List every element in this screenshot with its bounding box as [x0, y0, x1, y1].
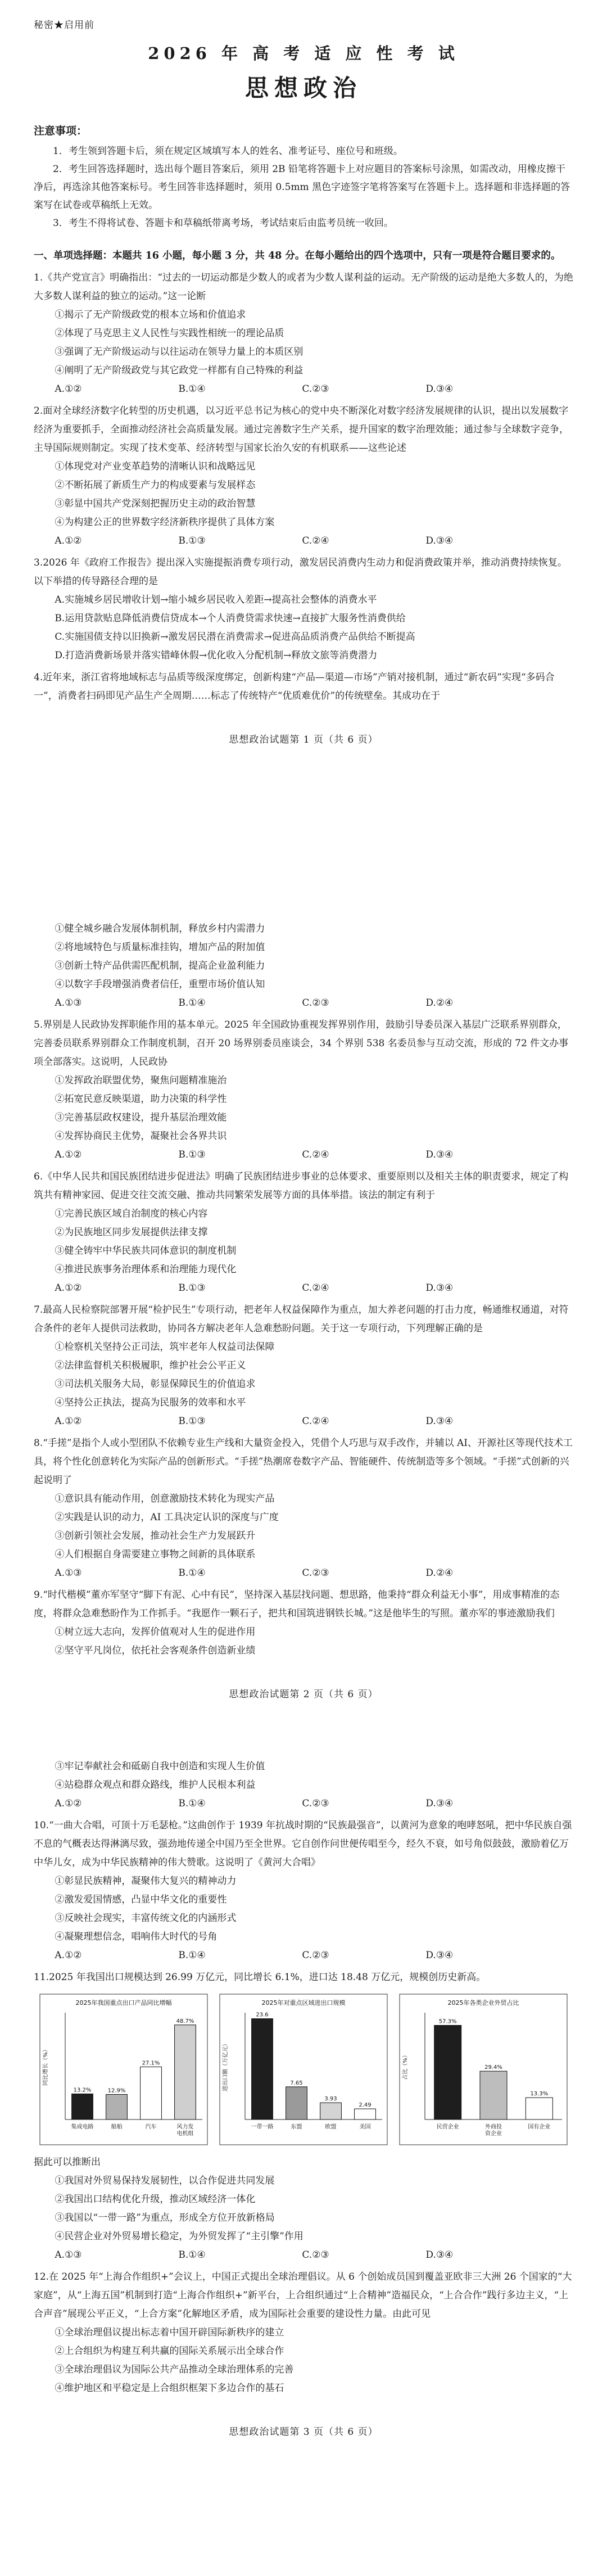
answer-choice[interactable]: D.③④ — [425, 2249, 454, 2261]
option-item: ②我国出口结构优化升级，推动区域经济一体化 — [55, 2194, 256, 2205]
page-footer: 思想政治试题第 2 页（共 6 页） — [229, 1689, 378, 1700]
y-axis-label: 占比（%） — [402, 2052, 409, 2080]
notes-title: 注意事项： — [34, 125, 88, 137]
answer-choice[interactable]: B.①④ — [178, 1798, 206, 1809]
answer-choice[interactable]: B.①③ — [178, 535, 206, 546]
option-item: ①我国对外贸易保持发展韧性，以合作促进共同发展 — [55, 2175, 275, 2186]
option-item: ①树立远大志向，发挥价值观对人生的促进作用 — [55, 1626, 256, 1638]
data-label: 3.93 — [324, 2096, 337, 2103]
section-title: 一、单项选择题：本题共 16 小题，每小题 3 分，共 48 分。在每小题给出的四个选项中，只有一项是符合题目要求的。 — [34, 250, 561, 261]
data-label: 48.7% — [176, 2018, 194, 2024]
option-item: ③反映社会现实，丰富传统文化的内涵形式 — [55, 1913, 237, 1924]
answer-choice[interactable]: D.③④ — [425, 535, 454, 546]
question-12 — [34, 2268, 573, 2398]
option-item: ④坚持公正执法，提高为民服务的效率和水平 — [55, 1397, 246, 1408]
x-tick-line: 外商投 — [485, 2124, 502, 2130]
bar-chart-enterprise-share — [399, 1994, 568, 2145]
x-tick-line: 电机组 — [176, 2131, 194, 2137]
bar — [141, 2067, 162, 2119]
bar-chart-export-growth — [39, 1994, 208, 2145]
note-item: 1．考生领到答题卡后，须在规定区域填写本人的姓名、准考证号、座位号和班级。 — [53, 146, 403, 157]
answer-choice[interactable]: A.①② — [55, 383, 82, 395]
chart-title: 2025年我国重点出口产品同比增幅 — [75, 1999, 172, 2006]
chart-region-trade — [219, 1994, 388, 2145]
answer-choice[interactable]: C.②③ — [302, 1950, 329, 1961]
question-stem: 6.《中华人民共和国民族团结进步促进法》明确了民族团结进步事业的总体要求、重要原则以及相关主体的职责要求，规定了构筑共有精神家园、促进交往交流交融、推动共同繁荣发展等方面的具体举措。该法的制定有利于 — [34, 1171, 569, 1201]
option-item: ②上合组织为构建互利共赢的国际关系展示出全球合作 — [55, 2345, 284, 2357]
answer-choices — [34, 1946, 573, 1965]
answer-choice[interactable]: D.③④ — [425, 1282, 454, 1294]
bar — [526, 2098, 552, 2119]
answer-choice[interactable]: D.③④ — [425, 1950, 454, 1961]
answer-choice[interactable]: B.①④ — [178, 383, 206, 395]
option-item: ③我国以“一带一路”为重点，形成全方位开放新格局 — [55, 2212, 275, 2224]
x-tick-line: 资企业 — [485, 2131, 502, 2137]
answer-choice[interactable]: C.②③ — [302, 2249, 329, 2261]
answer-choices — [34, 1795, 573, 1813]
answer-choice[interactable]: A.①③ — [55, 2249, 82, 2261]
question-9-cont — [34, 1757, 573, 1813]
bar — [106, 2094, 128, 2119]
option-item: ③全球治理倡议为国际公共产品推动全球治理体系的完善 — [55, 2364, 294, 2375]
option-item: ④推进民族事务治理体系和治理能力现代化 — [55, 1264, 237, 1275]
answer-choices — [34, 2246, 573, 2265]
answer-choice[interactable]: A.①③ — [55, 997, 82, 1009]
answer-choice[interactable]: D.②④ — [425, 1567, 454, 1579]
option-item: ②法律监督机关积极履职，维护社会公平正义 — [55, 1360, 246, 1371]
note-item: 2．考生回答选择题时，选出每个题目答案后，须用 2B 铅笔将答题卡上对应题目的答案标号涂黑，如需改动，用橡皮擦干净后，再选涂其他答案标号。考生回答非选择题时，须用 0.5mm 黑色字迹签字笔将答案写在答题卡上。选择题和非选择题的答案写在试卷或草稿纸上无效。 — [34, 164, 570, 211]
option-item: ①体现党对产业变革趋势的清晰认识和战略远见 — [55, 461, 256, 472]
answer-choice[interactable]: C.②④ — [302, 1282, 329, 1294]
question-stem: 12.在 2025 年“上海合作组织+”会议上，中国正式提出全球治理倡议。从 6 个创始成员国到覆盖亚欧非三大洲 26 个国家的“大家庭”，从“上海五国”机制到打造“上海合作组织+”新平台，上合组织通过“上合精神”造福民众，“上合合作”践行多边主义，“上合声音”展现公平正义，“上合方案”化解地区矛盾，成为国际社会重要的建设性力量。由此可见 — [34, 2271, 572, 2320]
option-item: ④维护地区和平稳定是上合组织框架下多边合作的基石 — [55, 2383, 284, 2394]
question-6 — [34, 1168, 573, 1298]
option-item[interactable]: C.实施国债支持以旧换新→激发居民潜在消费需求→促进高品质消费产品供给不断提高 — [55, 631, 415, 643]
option-item: ③创新土特产品供需匹配机制，提高企业盈利能力 — [55, 960, 265, 971]
note-item: 3．考生不得将试卷、答题卡和草稿纸带离考场，考试结束后由监考员统一收回。 — [53, 218, 393, 229]
option-item: ④人们根据自身需要建立事物之间新的具体联系 — [55, 1549, 256, 1560]
option-item: ④为构建公正的世界数字经济新秩序提供了具体方案 — [55, 517, 275, 528]
option-item: ①发挥政治联盟优势，聚焦问题精准施治 — [55, 1075, 227, 1086]
x-tick-line: 风力发 — [176, 2124, 194, 2130]
option-item: ②实践是认识的动力，AI 工具决定认识的深度与广度 — [55, 1512, 279, 1523]
x-tick-label: 集成电路 — [71, 2124, 94, 2130]
x-tick-label: 东盟 — [291, 2124, 302, 2130]
question-stem: 8.“手搓”是指个人或小型团队不依赖专业生产线和大量资金投入，凭借个人巧思与双手改作，并辅以 AI、开源社区等现代技术工具，将个性化创意转化为实际产品的创新形式。“手搓”热潮席卷数字产品、智能硬件、传统制造等多个领域。“手搓”式创新的兴起说明了 — [34, 1438, 573, 1486]
answer-choice[interactable]: D.③④ — [425, 1798, 454, 1809]
data-label: 12.9% — [107, 2087, 126, 2094]
question-4 — [34, 668, 573, 706]
bar — [72, 2094, 93, 2119]
x-tick-label: 一带一路 — [251, 2124, 274, 2130]
answer-choice[interactable]: A.①② — [55, 1950, 82, 1961]
answer-choice[interactable]: A.①② — [55, 1282, 82, 1294]
question-stem: 7.最高人民检察院部署开展“检护民生”专项行动，把老年人权益保障作为重点，加大养老问题的打击力度，畅通维权通道，对符合条件的老年人提供司法救助，协同各方解决老年人急难愁盼问题。关于这一专项行动，下列理解正确的是 — [34, 1304, 569, 1334]
x-tick-label: 欧盟 — [325, 2124, 337, 2130]
answer-choices — [34, 994, 573, 1013]
bar — [175, 2025, 196, 2119]
option-item: ②不断拓展了新质生产力的构成要素与发展样态 — [55, 480, 256, 491]
answer-choice[interactable]: B.①③ — [178, 1149, 206, 1160]
question-stem: 4.近年来，浙江省将地域标志与品质等级深度绑定，创新构建“产品—渠道—市场”产销对接机制，通过“新农码”实现“多码合一”，消费者扫码即见产品生产全周期……标志了传统特产“优质难优价”的传统壁垒。其成功在于 — [34, 672, 555, 702]
answer-choices — [34, 1146, 573, 1164]
option-item[interactable]: B.运用贷款贴息降低消费信贷成本→个人消费贷需求快速→直接扩大服务性消费供给 — [55, 613, 406, 624]
charts-row — [39, 1994, 568, 2145]
data-label: 27.1% — [142, 2060, 160, 2067]
y-axis-label: 同比增长（%） — [43, 2046, 49, 2086]
x-tick-label — [177, 2123, 194, 2137]
question-2 — [34, 402, 573, 550]
option-item: ③创新引领社会发展，推动社会生产力发展跃升 — [55, 1530, 256, 1542]
subject-title: 思想政治 — [244, 74, 362, 102]
answer-choice[interactable]: C.②③ — [302, 383, 329, 395]
answer-choice[interactable]: C.②③ — [302, 997, 329, 1009]
option-item: ①彰显民族精神，凝聚伟大复兴的精神动力 — [55, 1875, 237, 1887]
question-stem: 2.面对全球经济数字化转型的历史机遇，以习近平总书记为核心的党中央不断深化对数字经济发展规律的认识，提出以发展数字经济为重要抓手，全面推动经济社会高质量发展。通过完善数字生产关系，提升国家的数字治理效能；通过参与全球数字竞争，主导国际规则制定。实现了技术变革、经济转型与国家长治久安的有机联系——这些论述 — [34, 405, 569, 454]
data-label: 7.65 — [290, 2080, 303, 2086]
option-item: ①揭示了无产阶级政党的根本立场和价值追求 — [55, 309, 246, 320]
option-item: ①完善民族区域自治制度的核心内容 — [55, 1208, 208, 1219]
option-item: ③彰显中国共产党深刻把握历史主动的政治智慧 — [55, 498, 256, 509]
question-7 — [34, 1301, 573, 1431]
question-stem: 11.2025 年我国出口规模达到 26.99 万亿元，同比增长 6.1%，进口达 18.48 万亿元，规模创历史新高。 — [34, 1972, 486, 1983]
option-item: ③健全铸牢中华民族共同体意识的制度机制 — [55, 1245, 237, 1257]
answer-choice[interactable]: C.②④ — [302, 1149, 329, 1160]
page-footer: 思想政治试题第 1 页（共 6 页） — [229, 734, 378, 745]
question-5 — [34, 1016, 573, 1164]
question-8 — [34, 1434, 573, 1583]
answer-choice[interactable]: C.②③ — [302, 1798, 329, 1809]
answer-choice[interactable]: B.①③ — [178, 1416, 206, 1427]
x-tick-label: 民营企业 — [436, 2124, 459, 2130]
x-tick-label: 船舶 — [111, 2124, 123, 2130]
answer-choice[interactable]: C.②④ — [302, 535, 329, 546]
question-10 — [34, 1816, 573, 1965]
option-item: ①健全城乡融合发展体制机制，释放乡村内需潜力 — [55, 923, 265, 934]
answer-choices — [34, 1564, 573, 1583]
question-stem: 1.《共产党宣言》明确指出：“过去的一切运动都是少数人的或者为少数人谋利益的运动。无产阶级的运动是绝大多数人的，为绝大多数人谋利益的独立的运动。”这一论断 — [34, 272, 573, 302]
question-stem: 9.“时代楷模”董亦军坚守“脚下有泥、心中有民”，坚持深入基层找问题、想思路，他秉持“群众利益无小事”，用成事精准的态度，将群众急难愁盼作为工作抓手。“我愿作一颗石子，把共和国筑进钢铁长城。”这是他毕生的写照。董亦军的事迹激励我们 — [34, 1589, 560, 1619]
answer-choice[interactable]: A.①② — [55, 1416, 82, 1427]
exam-page-2 — [34, 916, 573, 1700]
answer-choice[interactable]: D.③④ — [425, 1149, 454, 1160]
question-stem: 5.界别是人民政协发挥职能作用的基本单元。2025 年全国政协重视发挥界别作用，鼓励引导委员深入基层广泛联系界别群众，完善委员联系界别群众工作制度机制，召开 20 场界别委员座谈会，34 个界别 538 名委员参与互动交流，形成的 72 件文办事项全部落实。这说明，人民政协 — [34, 1019, 569, 1068]
y-axis-label: 进出口额（万亿元） — [223, 2041, 229, 2091]
option-item: ③完善基层政权建设，提升基层治理效能 — [55, 1112, 227, 1123]
question-stem-cont: 据此可以推断出 — [34, 2157, 101, 2168]
option-item: ①全球治理倡议提出标志着中国开辟国际新秩序的建立 — [55, 2327, 284, 2338]
answer-choice[interactable]: A.①② — [55, 535, 82, 546]
exam-page-1 — [34, 17, 573, 745]
answer-choice[interactable]: A.①② — [55, 1149, 82, 1160]
exam-page-3 — [34, 1754, 573, 2438]
answer-choices — [34, 1412, 573, 1431]
chart-export-growth — [39, 1994, 208, 2145]
option-item: ④凝聚理想信念，唱响伟大时代的号角 — [55, 1931, 218, 1942]
bar — [434, 2026, 461, 2119]
chart-title: 2025年对重点区域进出口规模 — [261, 1999, 346, 2006]
bar — [286, 2087, 307, 2119]
option-item: ②激发爱国情感，凸显中华文化的重要性 — [55, 1894, 227, 1905]
data-label: 13.2% — [73, 2087, 92, 2094]
question-stem: 10.“一曲大合唱，可顶十万毛瑟枪。”这曲创作于 1939 年抗战时期的“民族最强音”，以黄河为意象的咆哮怒吼，把中华民族自强不息的气概表达得淋漓尽致，强劲地传递全中国乃至全世界。它自创作问世便传唱至今，经久不衰，如号角似鼓鼓，激励着亿万中华儿女，成为中华民族精神的伟大赞歌。这说明了《黄河大合唱》 — [34, 1820, 572, 1868]
answer-choice[interactable]: B.①④ — [178, 2249, 206, 2261]
x-tick-label: 美国 — [359, 2124, 371, 2130]
x-tick-label: 汽车 — [145, 2124, 157, 2130]
option-item[interactable]: A.实施城乡居民增收计划→缩小城乡居民收入差距→提高社会整体的消费水平 — [55, 594, 377, 605]
option-item: ④站稳群众观点和群众路线，维护人民根本利益 — [55, 1779, 256, 1791]
option-item: ③司法机关服务大局，彰显保障民生的价值追求 — [55, 1379, 256, 1390]
bar-chart-region-trade — [219, 1994, 388, 2145]
answer-choices — [34, 380, 573, 399]
option-item: ④阐明了无产阶级政党与其它政党一样都有自己特殊的利益 — [55, 365, 304, 376]
chart-enterprise-share — [399, 1994, 568, 2145]
x-tick-label: 国有企业 — [528, 2124, 551, 2130]
data-label: 57.3% — [438, 2018, 457, 2025]
answer-choice[interactable]: A.①② — [55, 1798, 82, 1809]
answer-choice[interactable]: D.③④ — [425, 383, 454, 395]
x-tick-label — [485, 2123, 502, 2137]
option-item: ①意识具有能动作用，创意激励技术转化为现实产品 — [55, 1493, 275, 1504]
data-label: 23.6 — [256, 2012, 269, 2018]
bar — [320, 2103, 342, 2119]
answer-choice[interactable]: B.①④ — [178, 1567, 206, 1579]
secret-label: 秘密★启用前 — [34, 20, 94, 31]
option-item: ②拓宽民意反映渠道，助力决策的科学性 — [55, 1093, 227, 1105]
data-label: 2.49 — [359, 2102, 372, 2109]
chart-title: 2025年各类企业外贸占比 — [447, 1999, 519, 2006]
option-item: ②体现了马克思主义人民性与实践性相统一的理论品质 — [55, 328, 284, 339]
option-item: ③强调了无产阶级运动与以往运动在领导力量上的本质区别 — [55, 346, 304, 358]
answer-choices — [34, 1279, 573, 1298]
option-item[interactable]: D.打造消费新场景并落实错峰休假→优化收入分配机制→释放文旅等消费潜力 — [55, 650, 378, 661]
answer-choices — [34, 532, 573, 550]
data-label: 29.4% — [484, 2064, 502, 2071]
bar — [480, 2071, 507, 2119]
answer-choice[interactable]: B.①③ — [178, 1282, 206, 1294]
answer-choice[interactable]: B.①④ — [178, 1950, 206, 1961]
option-item: ①检察机关坚持公正司法，筑牢老年人权益司法保障 — [55, 1341, 275, 1353]
option-item: ④发挥协商民主优势，凝聚社会各界共识 — [55, 1131, 227, 1142]
question-11 — [34, 1968, 573, 2265]
question-4-cont — [34, 920, 573, 1013]
option-item: ④民营企业对外贸易增长稳定，为外贸发挥了“主引擎”作用 — [55, 2231, 304, 2242]
option-item: ③牢记奉献社会和砥砺自我中创造和实现人生价值 — [55, 1761, 265, 1772]
answer-choice[interactable]: D.②④ — [425, 997, 454, 1009]
option-item: ④以数字手段增强消费者信任，重塑市场价值认知 — [55, 979, 265, 990]
exam-title: 2026 年 高 考 适 应 性 考 试 — [148, 44, 459, 63]
answer-choice[interactable]: D.③④ — [425, 1416, 454, 1427]
page-footer: 思想政治试题第 3 页（共 6 页） — [229, 2426, 378, 2438]
question-9 — [34, 1586, 573, 1660]
bar — [252, 2019, 273, 2119]
question-3 — [34, 554, 573, 665]
option-item: ②将地域特色与质量标准挂钩，增加产品的附加值 — [55, 942, 265, 953]
option-item: ②为民族地区同步发展提供法律支撑 — [55, 1227, 208, 1238]
data-label: 13.3% — [530, 2091, 549, 2098]
answer-choice[interactable]: B.①④ — [178, 997, 206, 1009]
answer-choice[interactable]: C.②③ — [302, 1567, 329, 1579]
answer-choice[interactable]: A.①③ — [55, 1567, 82, 1579]
answer-choice[interactable]: C.②④ — [302, 1416, 329, 1427]
option-item: ②坚守平凡岗位，依托社会客观条件创造新业绩 — [55, 1645, 256, 1656]
bar — [355, 2109, 376, 2119]
question-1 — [34, 269, 573, 399]
question-stem: 3.2026 年《政府工作报告》提出深入实施提振消费专项行动，激发居民消费内生动力和促消费政策并举，推动消费持续恢复。以下举措的传导路径合理的是 — [34, 557, 567, 587]
